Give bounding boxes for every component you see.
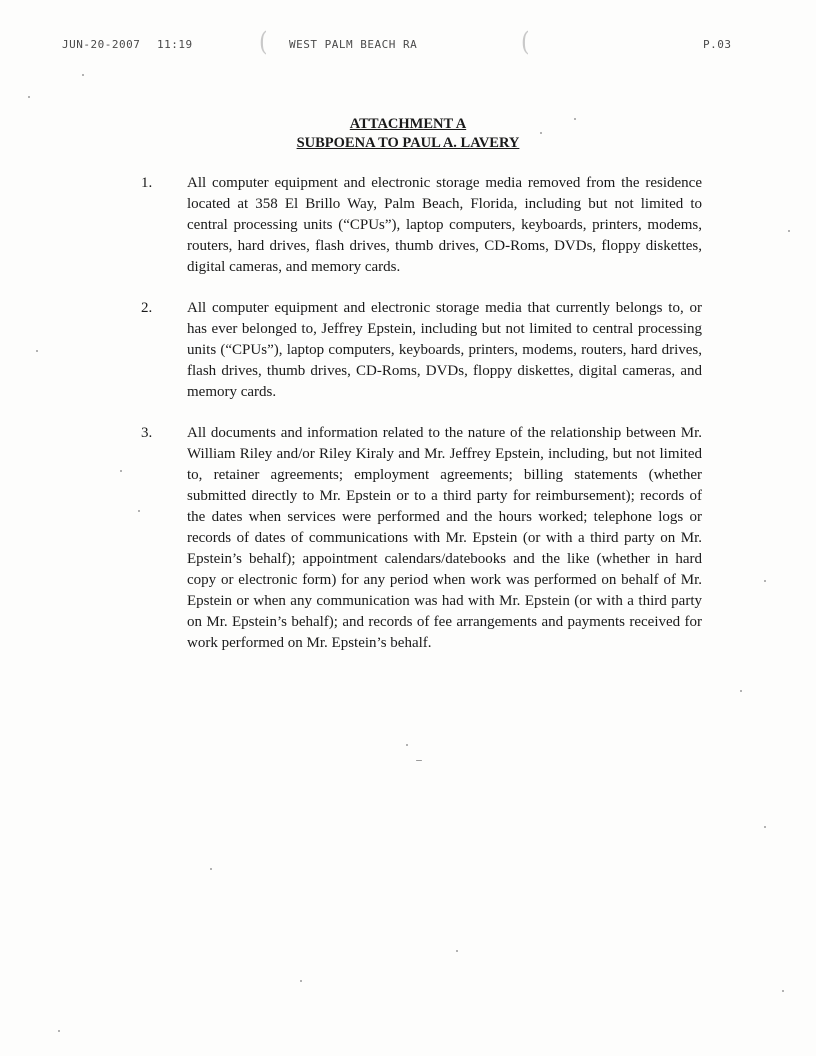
- scan-speck: [36, 350, 38, 352]
- item-text: All documents and information related to the nature of the relationship between Mr. William Riley and/or Riley Kiraly and Mr. Jeffrey Epstein, including, but not limited to, retainer agreements; employment agreements; billing statements (whether submitted directly to Mr. Epstein or to a third party for reimbursement); records of the dates when services were performed and the hours worked; telephone logs or records of dates of communications with Mr. Epstein (or with a third party on Mr. Epstein’s behalf); appointment calendars/datebooks and the like (whether in hard copy or electronic form) for any period when work was performed on behalf of Mr. Epstein or when any communication was had with Mr. Epstein (or with a third party on Mr. Epstein’s behalf); and records of fee arrangements and payments received for work performed on Mr. Epstein’s behalf.: [187, 425, 702, 651]
- list-item: [0, 173, 816, 278]
- scan-speck: [740, 690, 742, 692]
- list-item: [0, 423, 816, 654]
- item-list: [0, 173, 816, 674]
- scan-speck: [416, 760, 422, 761]
- list-item: [0, 298, 816, 403]
- title-line-2: SUBPOENA TO PAUL A. LAVERY: [296, 135, 520, 151]
- item-text: All computer equipment and electronic storage media that currently belongs to, or has ever belonged to, Jeffrey Epstein, including but not limited to central processing units (“CPUs”), laptop computers, keyboards, printers, modems, routers, hard drives, flash drives, thumb drives, CD-Roms, DVDs, floppy diskettes, digital cameras, and memory cards.: [187, 300, 702, 400]
- fax-time: 11:19: [157, 38, 193, 51]
- scan-speck: [764, 826, 766, 828]
- fax-sender: WEST PALM BEACH RA: [289, 38, 418, 51]
- scan-speck: [406, 744, 408, 746]
- scan-speck: [300, 980, 302, 982]
- document-title: [0, 115, 816, 153]
- scan-speck: [782, 990, 784, 992]
- fax-artifact-mark: (: [259, 27, 268, 58]
- scan-speck: [764, 580, 766, 582]
- scan-speck: [540, 132, 542, 134]
- scan-speck: [210, 868, 212, 870]
- item-text: All computer equipment and electronic storage media removed from the residence located at 358 El Brillo Way, Palm Beach, Florida, including but not limited to central processing units (“CPUs”), laptop computers, keyboards, printers, modems, routers, hard drives, flash drives, thumb drives, CD-Roms, DVDs, floppy diskettes, digital cameras, and memory cards.: [187, 175, 702, 275]
- scan-speck: [456, 950, 458, 952]
- item-number: 2.: [141, 300, 153, 316]
- fax-header: [0, 38, 816, 54]
- title-line-1: ATTACHMENT A: [349, 116, 467, 132]
- scan-speck: [28, 96, 30, 98]
- scan-speck: [120, 470, 122, 472]
- scan-speck: [788, 230, 790, 232]
- scan-speck: [82, 74, 84, 76]
- fax-page-number: P.03: [703, 38, 732, 51]
- fax-date: JUN-20-2007: [62, 38, 141, 51]
- fax-artifact-mark: (: [521, 27, 530, 58]
- item-number: 3.: [141, 425, 153, 441]
- scan-speck: [574, 118, 576, 120]
- scan-speck: [58, 1030, 60, 1032]
- scan-speck: [138, 510, 140, 512]
- item-number: 1.: [141, 175, 153, 191]
